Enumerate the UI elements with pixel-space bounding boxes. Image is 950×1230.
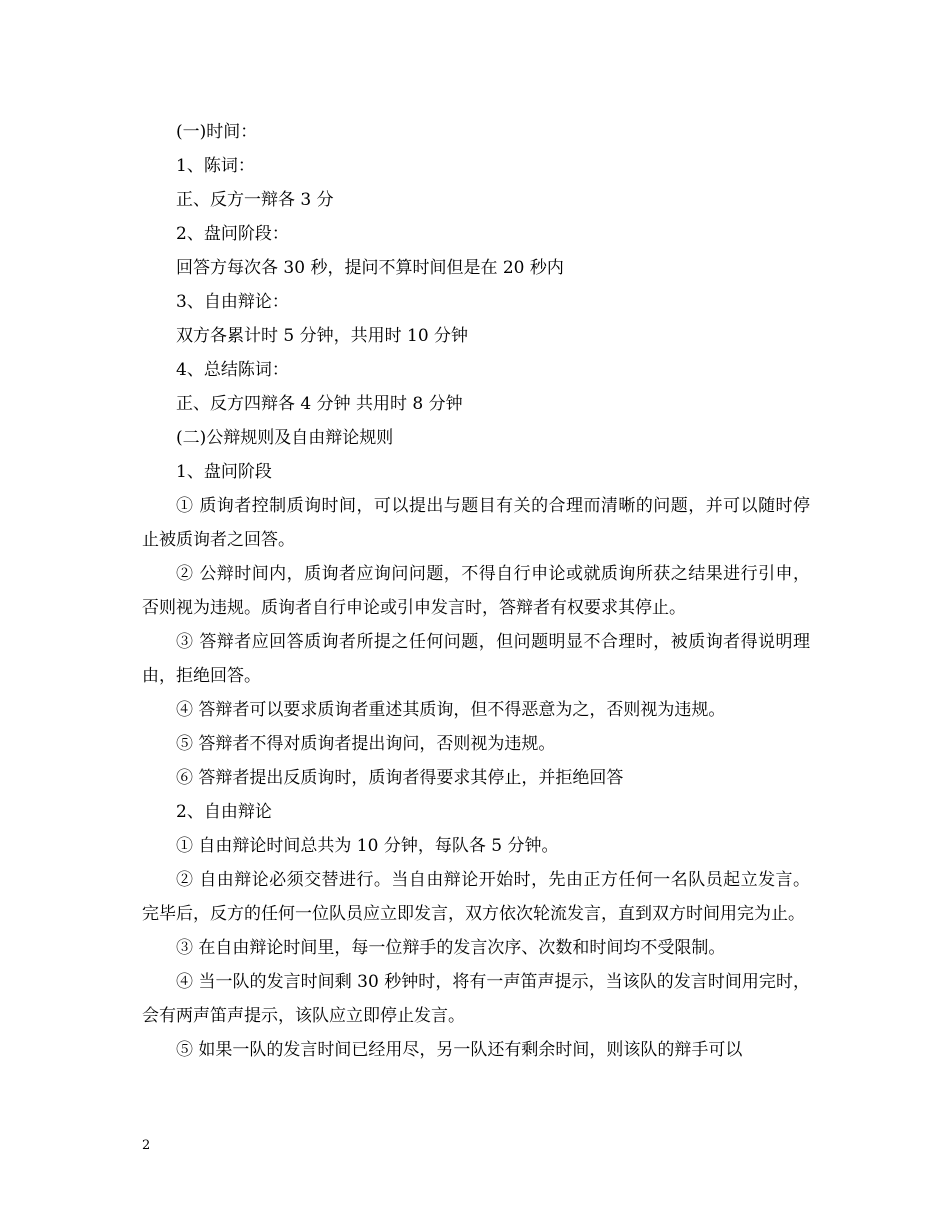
text-closing-time: 正、反方四辩各 4 分钟 共用时 8 分钟: [176, 394, 463, 414]
rule-paragraph: ① 自由辩论时间总共为 10 分钟，每队各 5 分钟。: [176, 836, 559, 856]
item-free-debate: 3、自由辩论：: [176, 292, 289, 312]
rule-paragraph: ③ 在自由辩论时间里，每一位辩手的发言次序、次数和时间均不受限制。: [176, 938, 726, 958]
rule-paragraph: ② 自由辩论必须交替进行。当自由辩论开始时，先由正方任何一名队员起立发言。完毕后，反方的任何一位队员应立即发言，双方依次轮流发言，直到双方时间用完为止。: [142, 870, 810, 924]
rule-paragraph: ④ 答辩者可以要求质询者重述其质询，但不得恶意为之，否则视为违规。: [176, 700, 726, 720]
rule-paragraph: ④ 当一队的发言时间剩 30 秒钟时，将有一声笛声提示，当该队的发言时间用完时，会有两声笛声提示，该队应立即停止发言。: [142, 972, 810, 1026]
page-number: 2: [142, 1138, 151, 1153]
text-opening-time: 正、反方一辩各 3 分: [176, 190, 334, 210]
page-content: [142, 115, 810, 1067]
subheading-free-debate: 2、自由辩论: [176, 802, 272, 822]
subheading-cross-examination: 1、盘问阶段: [176, 462, 272, 482]
text-free-debate-time: 双方各累计时 5 分钟，共用时 10 分钟: [176, 326, 469, 346]
section-heading-rules: (二)公辩规则及自由辩论规则: [176, 428, 394, 448]
rule-paragraph: ⑥ 答辩者提出反质询时，质询者得要求其停止，并拒绝回答: [176, 768, 624, 788]
text-cross-examination-time: 回答方每次各 30 秒，提问不算时间但是在 20 秒内: [176, 258, 564, 278]
rule-paragraph: ⑤ 答辩者不得对质询者提出询问，否则视为违规。: [176, 734, 556, 754]
item-opening-statement: 1、陈词：: [176, 156, 255, 176]
item-closing-statement: 4、总结陈词：: [176, 360, 289, 380]
rule-paragraph: ⑤ 如果一队的发言时间已经用尽，另一队还有剩余时间，则该队的辩手可以: [176, 1040, 743, 1060]
rule-paragraph: ② 公辩时间内，质询者应询问问题，不得自行申论或就质询所获之结果进行引申，否则视为违规。质询者自行申论或引申发言时，答辩者有权要求其停止。: [142, 564, 810, 618]
item-cross-examination: 2、盘问阶段：: [176, 224, 289, 244]
rule-paragraph: ③ 答辩者应回答质询者所提之任何问题，但问题明显不合理时，被质询者得说明理由，拒绝回答。: [142, 632, 810, 686]
rule-paragraph: ① 质询者控制质询时间，可以提出与题目有关的合理而清晰的问题，并可以随时停止被质询者之回答。: [142, 496, 810, 550]
section-heading-time: (一)时间：: [176, 122, 258, 142]
